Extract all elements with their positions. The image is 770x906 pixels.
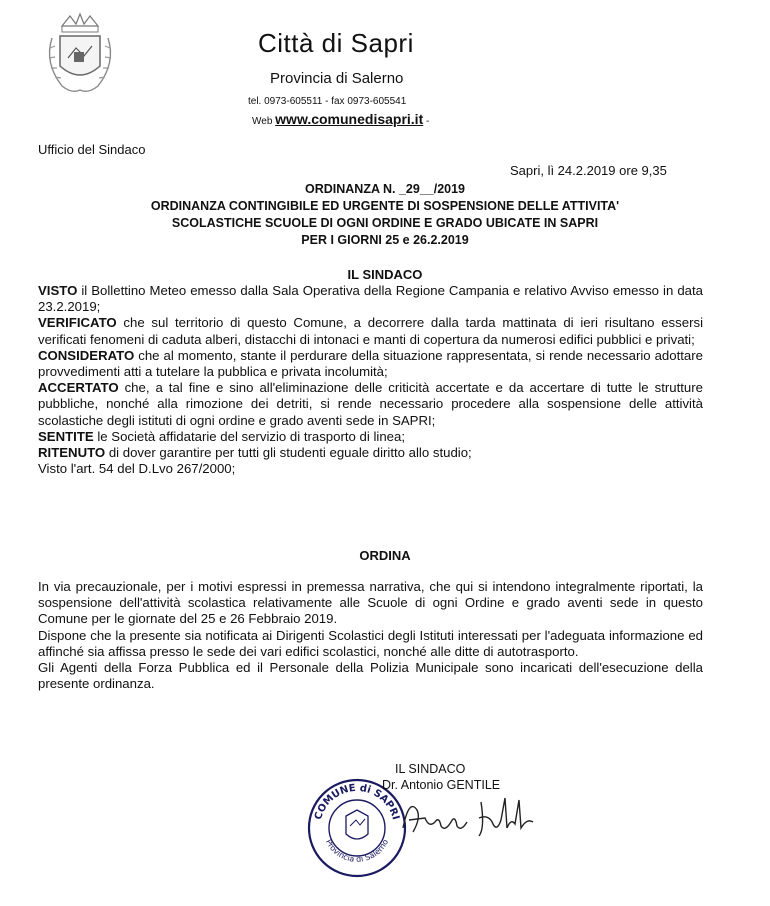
website-link[interactable]: www.comunedisapri.it (275, 111, 424, 127)
premise-keyword: CONSIDERATO (38, 347, 135, 363)
premise-paragraph (38, 445, 703, 461)
premise-keyword: VERIFICATO (38, 315, 117, 331)
city-name: Città di Sapri (258, 28, 414, 58)
contact-phone: tel. 0973-605511 - fax 0973-605541 (248, 96, 407, 107)
premises-section (38, 283, 703, 477)
ordinance-subject-line-3: PER I GIORNI 25 e 26.2.2019 (301, 233, 469, 247)
premise-keyword: SENTITE (38, 428, 94, 444)
province-name: Provincia di Salerno (270, 70, 404, 87)
premise-paragraph (38, 283, 703, 315)
web-prefix: Web (252, 116, 273, 127)
order-paragraph: Gli Agenti della Forza Pubblica ed il Personale della Polizia Municipale sono incaricati dell'esecuzione della presente ordinanza. (38, 660, 703, 692)
svg-text:COMUNE di SAPRI: COMUNE di SAPRI (313, 782, 401, 822)
premise-text: Visto l'art. 54 del D.Lvo 267/2000; (38, 461, 236, 477)
premise-text: le Società affidatarie del servizio di trasporto di linea; (93, 428, 405, 444)
svg-text:Provincia di Salerno: Provincia di Salerno (323, 837, 391, 864)
date-line: Sapri, lì 24.2.2019 ore 9,35 (510, 163, 667, 178)
website-line (252, 111, 429, 127)
web-suffix: - (426, 116, 430, 127)
ordinance-subject-line-2: SCOLASTICHE SCUOLE DI OGNI ORDINE E GRADO UBICATE IN SAPRI (171, 216, 599, 230)
premise-text: che al momento, stante il perdurare della situazione rappresentata, si rende necessario adottare provvedimenti atti a tutelare la pubblica e privata incolumità; (38, 347, 703, 380)
premise-text: che, a tal fine e sino all'eliminazione delle criticità accertate e da accertare di tutte le strutture pubbliche, nonché alla rimozione dei detriti, si rende necessario procedere alla sospensione delle attività scolastiche degli istituti di ogni ordine e grado aventi sede in SAPRI; (38, 380, 703, 428)
order-paragraph: In via precauzionale, per i motivi espressi in premessa narrativa, che qui si intendono integralmente riportati, la sospensione dell'attività scolastica relativamente alle Scuole di ogni Ordine e grado aventi sede in questo Comune per le giornate del 25 e 26 Febbraio 2019. (38, 579, 703, 627)
orders-section (38, 579, 703, 692)
premise-text: di dover garantire per tutti gli studenti eguale diritto allo studio; (105, 445, 472, 461)
handwritten-signature (395, 788, 555, 848)
order-paragraph: Dispone che la presente sia notificata ai Dirigenti Scolastici degli Istituti interessati per l'adeguata informazione ed affinché sia affissa presso le sede dei vari edifici scolastici, nonché alle ditte di autotrasporto. (38, 627, 703, 659)
signatory-name: Dr. Antonio GENTILE (382, 778, 501, 792)
ordinance-number: ORDINANZA N. _29__/2019 (304, 182, 466, 196)
coat-of-arms-icon (40, 8, 120, 108)
premise-paragraph (38, 461, 703, 477)
mayor-heading: IL SINDACO (347, 267, 423, 282)
signature-title: IL SINDACO (395, 762, 466, 776)
premise-paragraph (38, 315, 703, 347)
premise-paragraph (38, 348, 703, 380)
premise-text: il Bollettino Meteo emesso dalla Sala Operativa della Regione Campania e relativo Avviso emesso in data 23.2.2019; (38, 283, 703, 315)
orders-heading: ORDINA (359, 548, 411, 563)
premise-keyword: VISTO (38, 283, 78, 298)
ordinance-title-block (60, 181, 710, 249)
premise-keyword: ACCERTATO (38, 380, 119, 396)
premise-paragraph (38, 380, 703, 429)
premise-text: che sul territorio di questo Comune, a decorrere dalla tarda mattinata di ieri risultano essersi verificati fenomeni di caduta alberi, distacchi di intonaci e manti di copertura da numerosi edifici pubblici e privati; (38, 315, 703, 347)
ordinance-subject-line-1: ORDINANZA CONTINGIBILE ED URGENTE DI SOSPENSIONE DELLE ATTIVITA' (150, 199, 620, 213)
office-label: Ufficio del Sindaco (38, 142, 146, 157)
premise-paragraph (38, 429, 703, 445)
premise-keyword: RITENUTO (38, 445, 106, 461)
